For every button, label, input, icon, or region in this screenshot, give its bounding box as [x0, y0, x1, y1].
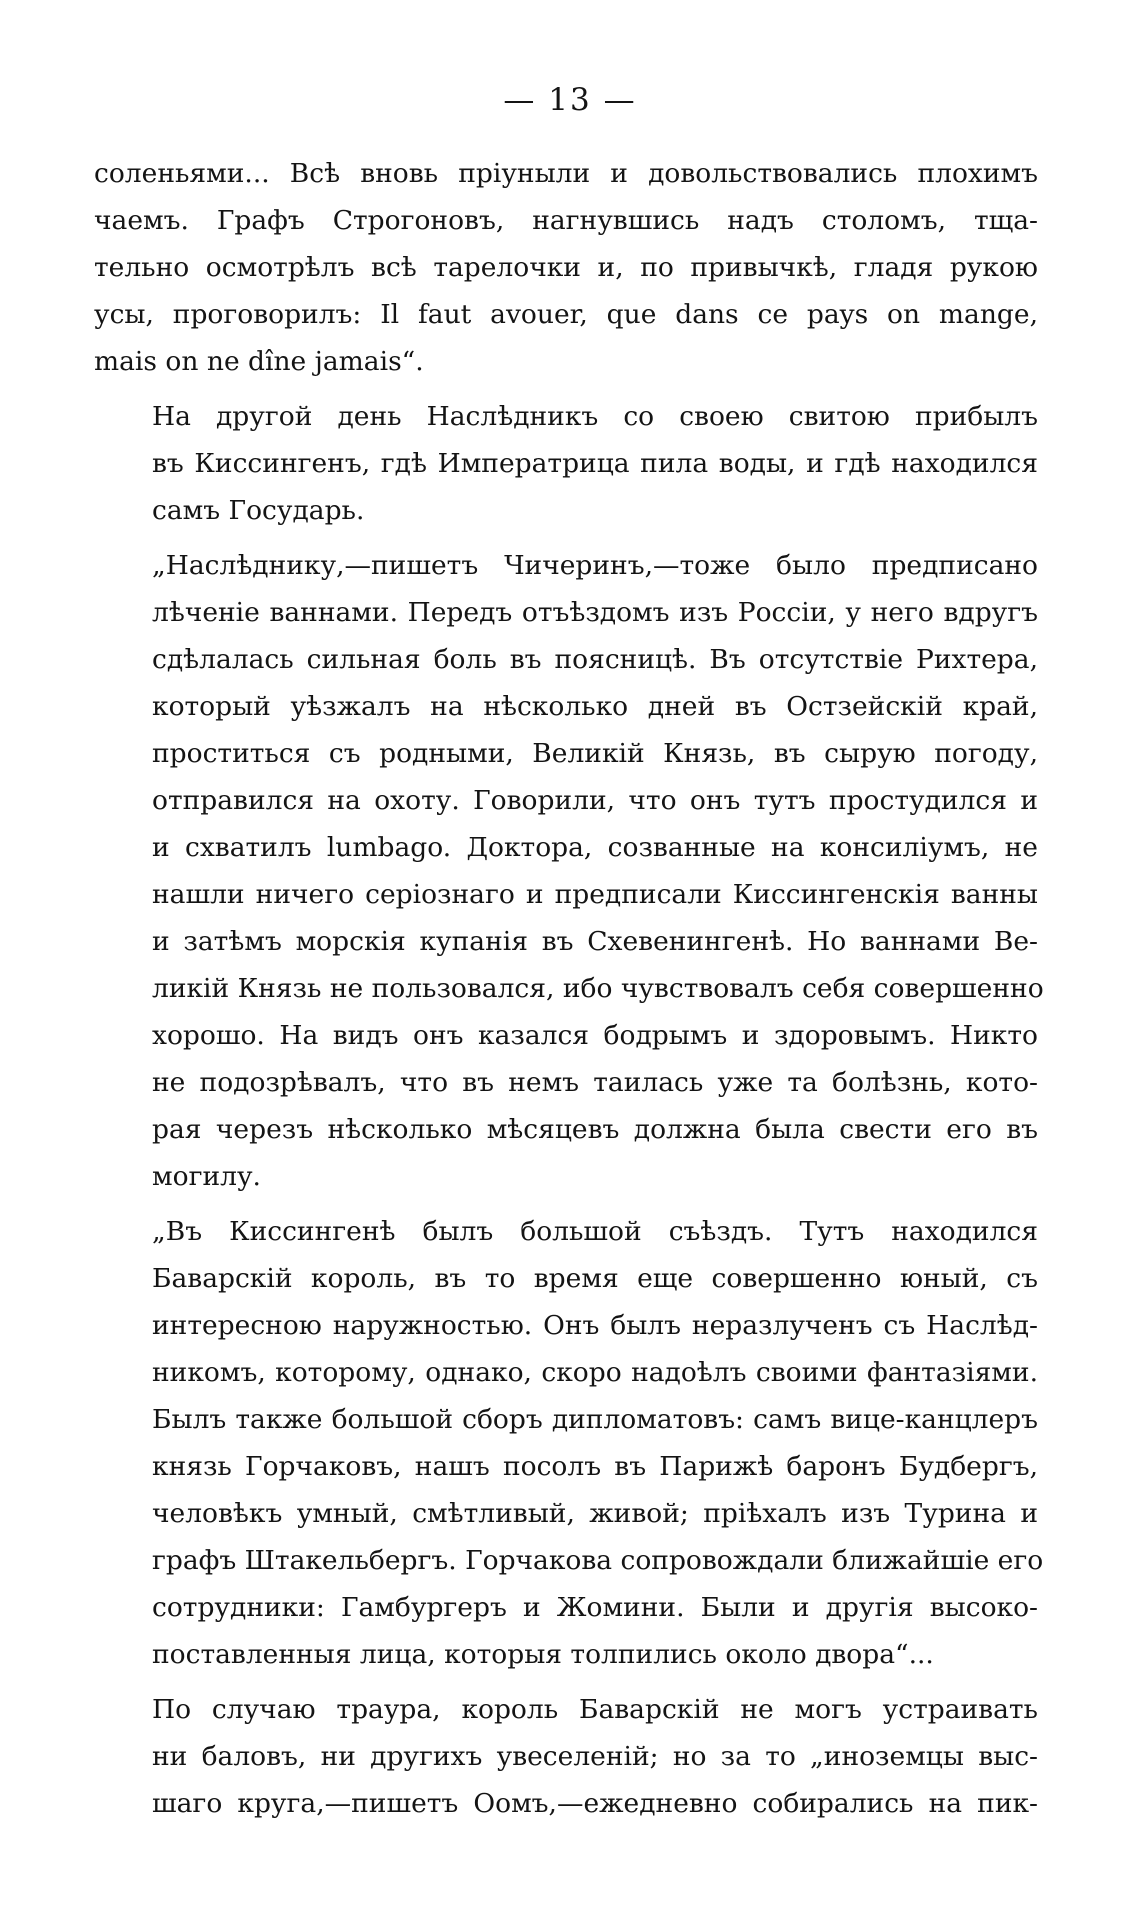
page-number: — 13 — — [503, 82, 637, 118]
text-line: чаемъ. Графъ Строгоновъ, нагнувшись надъ столомъ, тща- — [94, 205, 1038, 236]
text-line: могилу. — [152, 1161, 261, 1192]
paragraph-1 — [94, 150, 1038, 385]
paragraph-5 — [94, 1686, 1038, 1827]
text-line: не подозрѣвалъ, что въ немъ таилась уже та болѣзнь, кото- — [152, 1067, 1038, 1098]
text-line: поставленныя лица, которыя толпились около двора“... — [152, 1639, 934, 1670]
text-line: въ Киссингенъ, гдѣ Императрица пила воды, и гдѣ находился — [152, 448, 1038, 479]
text-line: По случаю траура, король Баварскій не могъ устраивать — [152, 1694, 1038, 1725]
text-line: ни баловъ, ни другихъ увеселеній; но за то „иноземцы выс- — [152, 1741, 1038, 1772]
text-line: ликій Князь не пользовался, ибо чувствовалъ себя совершенно — [152, 973, 1044, 1004]
text-line: На другой день Наслѣдникъ со своею свитою прибылъ — [152, 401, 1038, 432]
text-line: и схватилъ lumbago. Доктора, созванные на консиліумъ, не — [152, 832, 1038, 863]
text-line: шаго круга,—пишетъ Оомъ,—ежедневно собирались на пик- — [152, 1788, 1038, 1819]
text-line: усы, проговорилъ: Il faut avouer, que dans ce pays on mange, — [94, 299, 1038, 330]
text-line: нашли ничего серіознаго и предписали Киссингенскія ванны — [152, 879, 1038, 910]
text-line: который уѣзжалъ на нѣсколько дней въ Остзейскій край, — [152, 691, 1038, 722]
text-line: сотрудники: Гамбургеръ и Жомини. Были и другія высоко- — [152, 1592, 1038, 1623]
text-line: и затѣмъ морскія купанія въ Схевенингенѣ. Но ваннами Ве- — [152, 926, 1038, 957]
text-line: сдѣлалась сильная боль въ поясницѣ. Въ отсутствіе Рихтера, — [152, 644, 1038, 675]
text-line: графъ Штакельбергъ. Горчакова сопровождали ближайшіе его — [152, 1545, 1044, 1576]
text-line: тельно осмотрѣлъ всѣ тарелочки и, по привычкѣ, гладя рукою — [94, 252, 1038, 283]
paragraph-3 — [94, 542, 1044, 1200]
text-line: рая черезъ нѣсколько мѣсяцевъ должна была свести его въ — [152, 1114, 1038, 1145]
text-line: „Наслѣднику,—пишетъ Чичеринъ,—тоже было предписано — [152, 550, 1038, 581]
text-line: князь Горчаковъ, нашъ посолъ въ Парижѣ баронъ Будбергъ, — [152, 1451, 1038, 1482]
text-line: интересною наружностью. Онъ былъ неразлученъ съ Наслѣд- — [152, 1310, 1038, 1341]
text-line: mais on ne dîne jamais“. — [94, 346, 424, 377]
text-line: отправился на охоту. Говорили, что онъ тутъ простудился и — [152, 785, 1038, 816]
text-line: человѣкъ умный, смѣтливый, живой; пріѣхалъ изъ Турина и — [152, 1498, 1038, 1529]
body-text — [94, 150, 1044, 1835]
text-line: самъ Государь. — [152, 495, 365, 526]
paragraph-4 — [94, 1208, 1044, 1678]
text-line: „Въ Киссингенѣ былъ большой съѣздъ. Тутъ находился — [152, 1216, 1038, 1247]
text-line: хорошо. На видъ онъ казался бодрымъ и здоровымъ. Никто — [152, 1020, 1038, 1051]
text-line: проститься съ родными, Великій Князь, въ сырую погоду, — [152, 738, 1038, 769]
text-line: лѣченіе ваннами. Передъ отъѣздомъ изъ Россіи, у него вдругъ — [152, 597, 1038, 628]
text-line: соленьями... Всѣ вновь пріуныли и довольствовались плохимъ — [94, 158, 1038, 189]
text-line: Былъ также большой сборъ дипломатовъ: самъ вице-канцлеръ — [152, 1404, 1038, 1435]
text-line: Баварскій король, въ то время еще совершенно юный, съ — [152, 1263, 1038, 1294]
text-line: никомъ, которому, однако, скоро надоѣлъ своими фантазіями. — [152, 1357, 1038, 1388]
paragraph-2 — [94, 393, 1038, 534]
